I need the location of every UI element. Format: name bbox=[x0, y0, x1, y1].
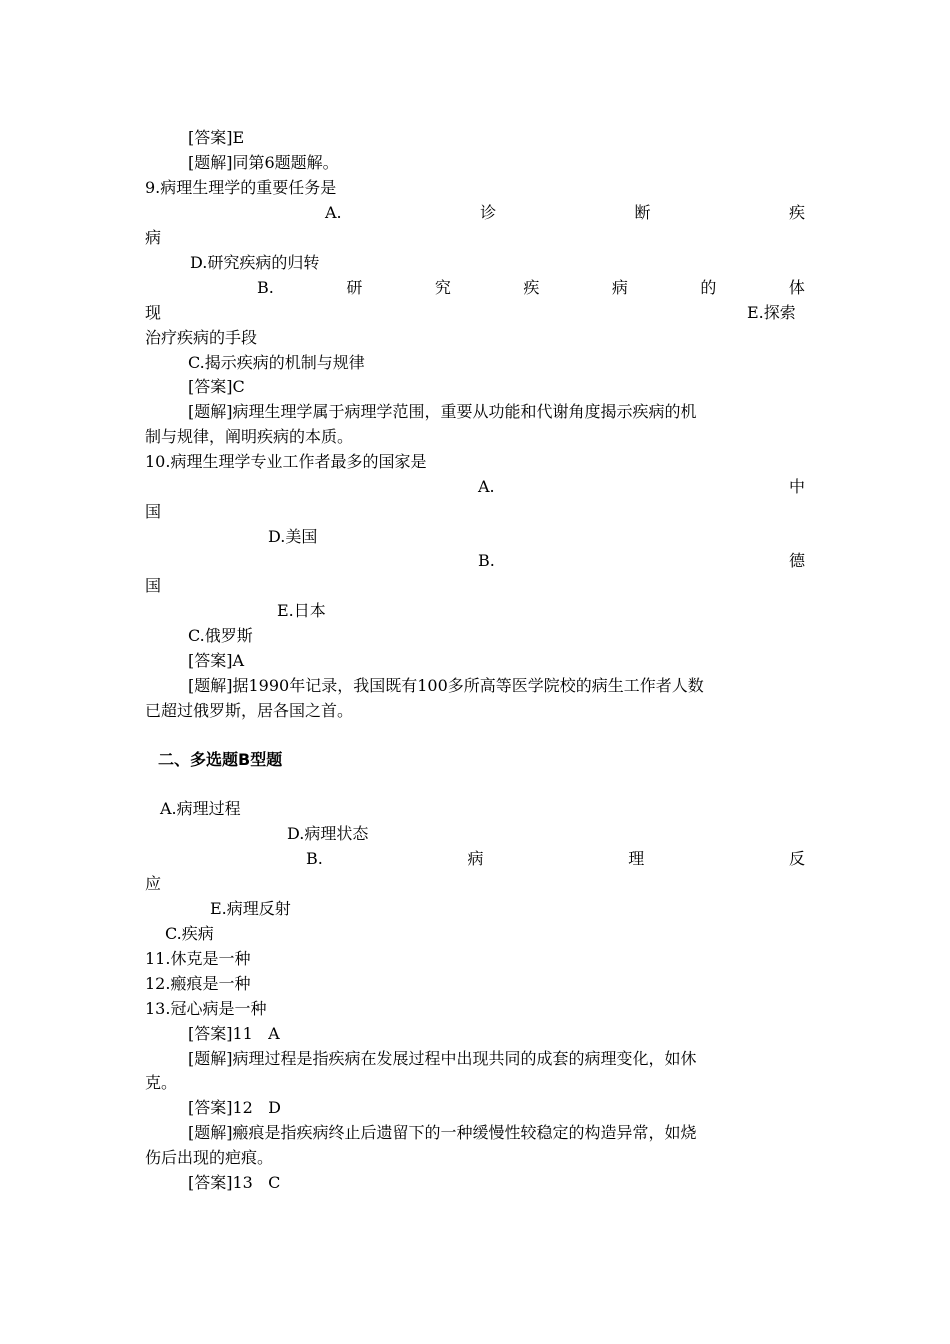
q9-option-b-part: 病 bbox=[611, 278, 628, 297]
section-heading: 二、多选题B型题 bbox=[158, 750, 283, 769]
section2-option-b-part: 病 bbox=[467, 849, 484, 868]
q10-option-b-cont: 国 bbox=[145, 576, 162, 595]
q10-option-e: E.日本 bbox=[277, 601, 326, 620]
q8-answer: [答案]E bbox=[188, 128, 245, 147]
section2-option-e: E.病理反射 bbox=[210, 899, 291, 918]
q10-explanation-line1: [题解]据1990年记录，我国既有100多所高等医学院校的病生工作者人数 bbox=[188, 676, 704, 695]
q9-option-b-part: 研 bbox=[346, 278, 363, 297]
q9-option-b-cont: 现 bbox=[145, 303, 162, 322]
q9-explanation-line1: [题解]病理生理学属于病理学范围，重要从功能和代谢角度揭示疾病的机 bbox=[188, 402, 697, 421]
q10-option-a-part: 中 bbox=[788, 477, 805, 496]
section2-option-c: C.疾病 bbox=[165, 924, 214, 943]
q12-answer: [答案]12 D bbox=[188, 1098, 281, 1117]
q9-option-b-part: 的 bbox=[700, 278, 717, 297]
q10-option-b bbox=[478, 550, 805, 572]
q11-answer: [答案]11 A bbox=[188, 1024, 280, 1043]
q10-option-c: C.俄罗斯 bbox=[188, 626, 253, 645]
q9-option-a-cont: 病 bbox=[145, 228, 162, 247]
q9-explanation-line2: 制与规律，阐明疾病的本质。 bbox=[145, 427, 354, 446]
q9-option-e-cont: 治疗疾病的手段 bbox=[145, 328, 258, 347]
q9-option-b-part: 体 bbox=[788, 278, 805, 297]
q13-answer: [答案]13 C bbox=[188, 1173, 281, 1192]
q11-explanation-line2: 克。 bbox=[145, 1073, 178, 1092]
q9-option-e: E.探索 bbox=[747, 303, 796, 322]
q9-option-c: C.揭示疾病的机制与规律 bbox=[188, 353, 365, 372]
q9-option-d: D.研究疾病的归转 bbox=[190, 253, 320, 272]
q9-option-a-part: 诊 bbox=[480, 203, 497, 222]
q10-option-a-part: A. bbox=[478, 477, 495, 496]
section2-option-b-part: 反 bbox=[788, 849, 805, 868]
q12-stem: 12.瘢痕是一种 bbox=[145, 974, 251, 993]
section2-option-b-part: 理 bbox=[628, 849, 645, 868]
q9-option-a-part: A. bbox=[325, 203, 342, 222]
section2-option-a: A.病理过程 bbox=[160, 799, 241, 818]
q9-option-a-part: 疾 bbox=[788, 203, 805, 222]
section2-option-b-part: B. bbox=[306, 849, 323, 868]
q9-option-b-part: B. bbox=[257, 278, 274, 297]
section2-option-d: D.病理状态 bbox=[287, 824, 369, 843]
q9-option-b-part: 究 bbox=[434, 278, 451, 297]
q10-option-d: D.美国 bbox=[268, 527, 318, 546]
q9-option-b-part: 疾 bbox=[523, 278, 540, 297]
q10-option-a-cont: 国 bbox=[145, 502, 162, 521]
q10-option-b-part: 德 bbox=[788, 551, 805, 570]
q12-explanation-line1: [题解]瘢痕是指疾病终止后遗留下的一种缓慢性较稳定的构造异常，如烧 bbox=[188, 1123, 697, 1142]
section2-option-b-cont: 应 bbox=[145, 874, 162, 893]
q9-option-a-part: 断 bbox=[634, 203, 651, 222]
q12-explanation-line2: 伤后出现的疤痕。 bbox=[145, 1148, 274, 1167]
q9-option-b bbox=[257, 277, 805, 299]
q10-stem: 10.病理生理学专业工作者最多的国家是 bbox=[145, 452, 427, 471]
q11-explanation-line1: [题解]病理过程是指疾病在发展过程中出现共同的成套的病理变化，如休 bbox=[188, 1049, 697, 1068]
q13-stem: 13.冠心病是一种 bbox=[145, 999, 267, 1018]
q8-explanation: [题解]同第6题题解。 bbox=[188, 153, 339, 172]
q10-explanation-line2: 已超过俄罗斯，居各国之首。 bbox=[145, 701, 354, 720]
q10-option-b-part: B. bbox=[478, 551, 495, 570]
q11-stem: 11.休克是一种 bbox=[145, 949, 251, 968]
q10-answer: [答案]A bbox=[188, 651, 245, 670]
q9-answer: [答案]C bbox=[188, 377, 245, 396]
q9-option-a bbox=[325, 202, 805, 224]
q10-option-a bbox=[478, 476, 805, 498]
section2-option-b bbox=[306, 848, 805, 870]
q9-stem: 9.病理生理学的重要任务是 bbox=[145, 178, 337, 197]
